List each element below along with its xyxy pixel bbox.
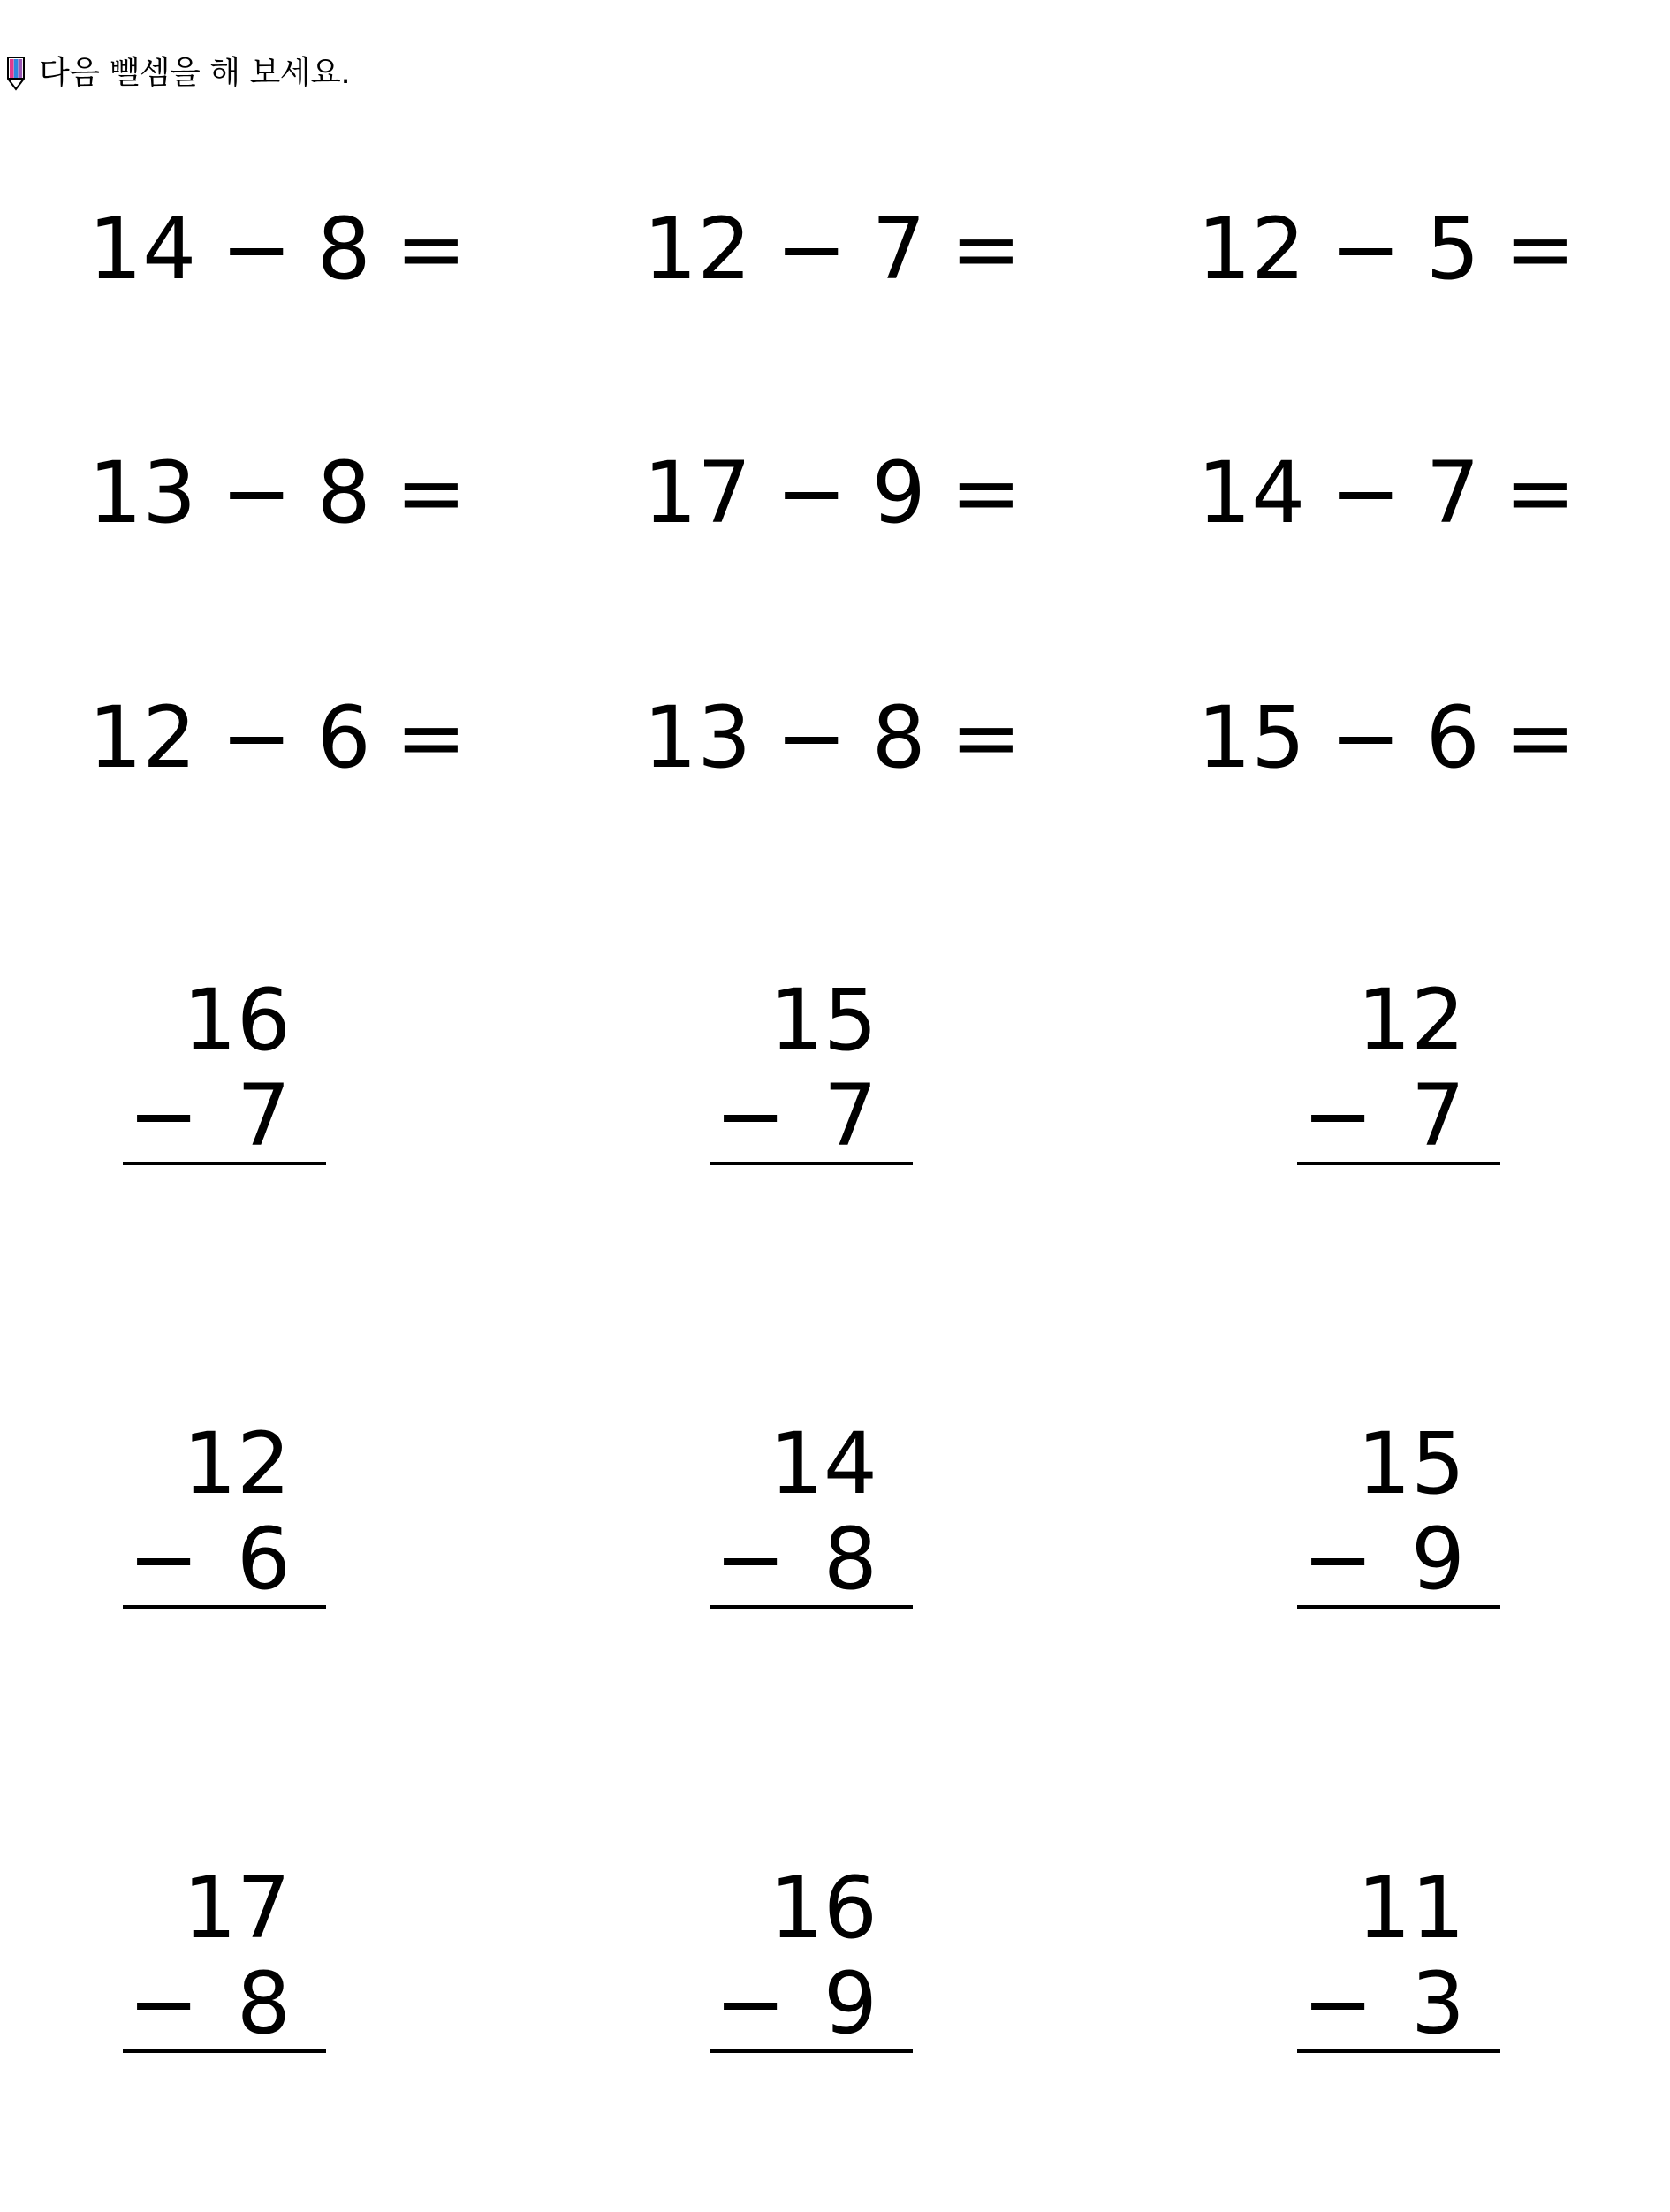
subtrahend: 9 bbox=[1410, 1510, 1465, 1609]
equals-sign: = bbox=[395, 200, 467, 299]
subtrahend: 7 bbox=[871, 200, 926, 299]
minuend: 13 bbox=[643, 688, 752, 787]
minus-sign: − bbox=[1330, 200, 1401, 299]
answer-line bbox=[710, 2049, 913, 2053]
minuend: 15 bbox=[769, 971, 877, 1070]
equals-sign: = bbox=[395, 443, 467, 542]
subtrahend: 9 bbox=[823, 1954, 877, 2053]
horizontal-problem bbox=[1197, 443, 1576, 542]
subtrahend: 7 bbox=[823, 1066, 877, 1165]
minus-sign: − bbox=[776, 200, 847, 299]
subtrahend: 6 bbox=[316, 688, 371, 787]
answer-line bbox=[1297, 2049, 1500, 2053]
horizontal-problem bbox=[88, 443, 467, 542]
equals-sign: = bbox=[950, 443, 1022, 542]
equals-sign: = bbox=[1504, 200, 1576, 299]
subtrahend: 8 bbox=[316, 443, 371, 542]
minuend: 17 bbox=[643, 443, 752, 542]
vertical-problem bbox=[123, 1860, 326, 2054]
answer-line bbox=[1297, 1605, 1500, 1609]
subtrahend: 8 bbox=[823, 1510, 877, 1609]
subtrahend: 3 bbox=[1410, 1954, 1465, 2053]
subtrahend: 7 bbox=[1410, 1066, 1465, 1165]
minuend: 15 bbox=[1197, 688, 1306, 787]
minus-sign: − bbox=[776, 688, 847, 787]
minus-sign: − bbox=[715, 1510, 786, 1609]
answer-line bbox=[710, 1162, 913, 1165]
instruction bbox=[5, 51, 350, 95]
instruction-text: 다음 뺄셈을 해 보세요. bbox=[39, 55, 351, 91]
vertical-problem bbox=[1297, 1860, 1500, 2054]
vertical-problem bbox=[1297, 972, 1500, 1166]
minuend: 14 bbox=[88, 200, 197, 299]
minuend: 12 bbox=[88, 688, 197, 787]
minuend: 11 bbox=[1356, 1859, 1465, 1958]
equals-sign: = bbox=[1504, 443, 1576, 542]
subtrahend: 7 bbox=[1425, 443, 1480, 542]
answer-line bbox=[1297, 1162, 1500, 1165]
minus-sign: − bbox=[221, 443, 292, 542]
horizontal-problem bbox=[88, 200, 467, 299]
equals-sign: = bbox=[950, 200, 1022, 299]
equals-sign: = bbox=[395, 688, 467, 787]
pencil-icon bbox=[5, 56, 27, 91]
minus-sign: − bbox=[128, 1510, 200, 1609]
subtrahend: 7 bbox=[236, 1066, 291, 1165]
minuend: 17 bbox=[182, 1859, 291, 1958]
minus-sign: − bbox=[1302, 1954, 1374, 2053]
minuend: 12 bbox=[1356, 971, 1465, 1070]
horizontal-problem bbox=[643, 200, 1022, 299]
minus-sign: − bbox=[1302, 1066, 1374, 1165]
minus-sign: − bbox=[1330, 688, 1401, 787]
subtrahend: 9 bbox=[871, 443, 926, 542]
minuend: 16 bbox=[769, 1859, 877, 1958]
answer-line bbox=[123, 1605, 326, 1609]
vertical-problem bbox=[1297, 1415, 1500, 1610]
minuend: 12 bbox=[1197, 200, 1306, 299]
minus-sign: − bbox=[128, 1066, 200, 1165]
answer-line bbox=[710, 1605, 913, 1609]
minus-sign: − bbox=[221, 688, 292, 787]
subtrahend: 8 bbox=[871, 688, 926, 787]
minus-sign: − bbox=[776, 443, 847, 542]
horizontal-problem bbox=[88, 688, 467, 787]
answer-line bbox=[123, 2049, 326, 2053]
minus-sign: − bbox=[1330, 443, 1401, 542]
vertical-problem bbox=[123, 972, 326, 1166]
subtrahend: 6 bbox=[236, 1510, 291, 1609]
equals-sign: = bbox=[1504, 688, 1576, 787]
subtrahend: 5 bbox=[1425, 200, 1480, 299]
minus-sign: − bbox=[128, 1954, 200, 2053]
vertical-problem bbox=[123, 1415, 326, 1610]
equals-sign: = bbox=[950, 688, 1022, 787]
subtrahend: 6 bbox=[1425, 688, 1480, 787]
vertical-problem bbox=[710, 972, 913, 1166]
minus-sign: − bbox=[221, 200, 292, 299]
horizontal-problem bbox=[1197, 688, 1576, 787]
minuend: 14 bbox=[769, 1414, 877, 1513]
minuend: 12 bbox=[182, 1414, 291, 1513]
minuend: 13 bbox=[88, 443, 197, 542]
answer-line bbox=[123, 1162, 326, 1165]
minus-sign: − bbox=[1302, 1510, 1374, 1609]
vertical-problem bbox=[710, 1415, 913, 1610]
minuend: 16 bbox=[182, 971, 291, 1070]
horizontal-problem bbox=[643, 443, 1022, 542]
horizontal-problem bbox=[643, 688, 1022, 787]
subtrahend: 8 bbox=[236, 1954, 291, 2053]
horizontal-problem bbox=[1197, 200, 1576, 299]
minuend: 15 bbox=[1356, 1414, 1465, 1513]
minus-sign: − bbox=[715, 1954, 786, 2053]
minuend: 14 bbox=[1197, 443, 1306, 542]
minus-sign: − bbox=[715, 1066, 786, 1165]
minuend: 12 bbox=[643, 200, 752, 299]
vertical-problem bbox=[710, 1860, 913, 2054]
subtrahend: 8 bbox=[316, 200, 371, 299]
